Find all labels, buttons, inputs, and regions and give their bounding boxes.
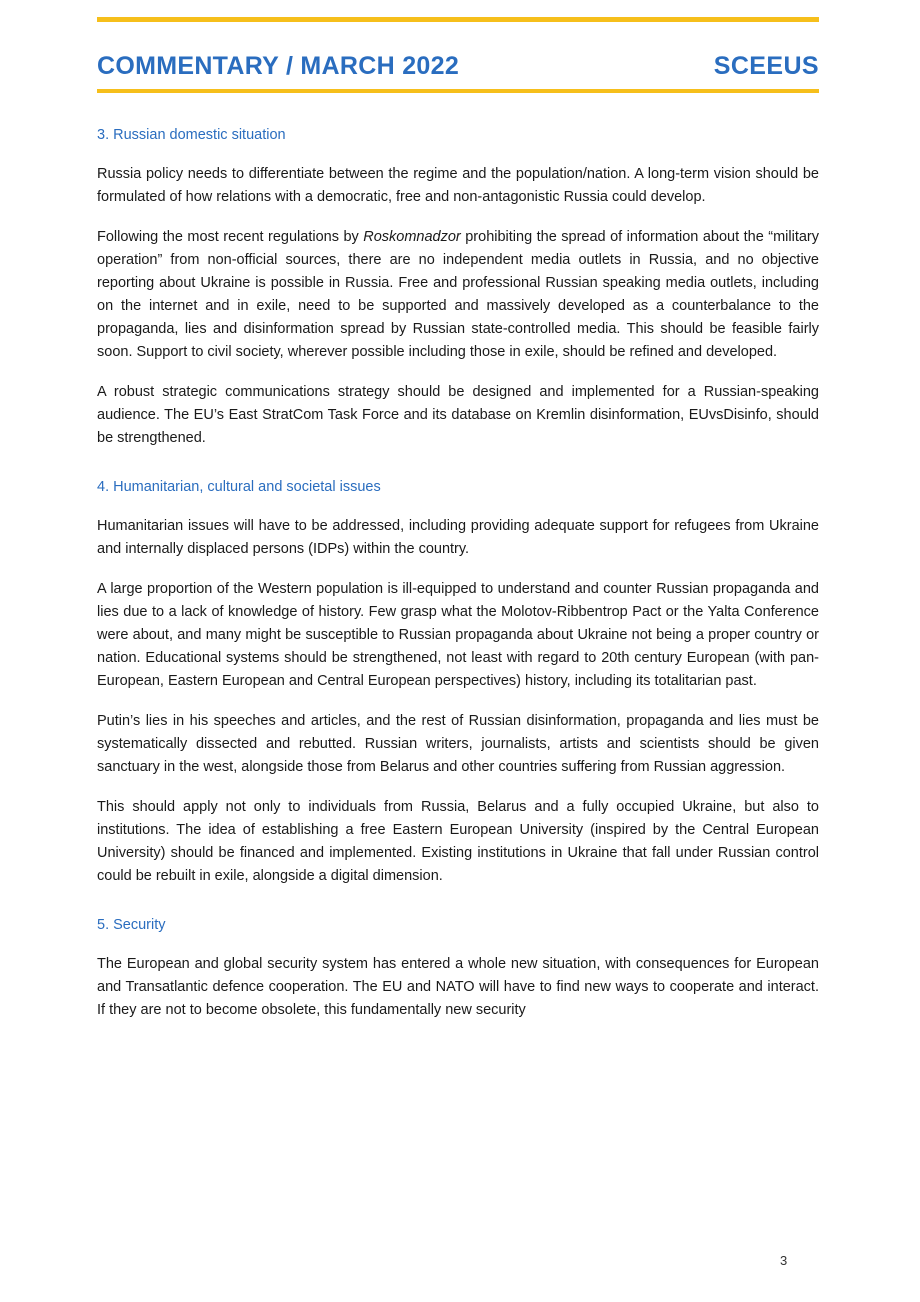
section-heading: 3. Russian domestic situation: [97, 127, 286, 143]
emphasis-roskomnadzor: Roskomnadzor: [363, 229, 461, 245]
document-body: [97, 125, 819, 1039]
section-security: [97, 915, 819, 1022]
paragraph: The European and global security system has entered a whole new situation, with consequences for European and Transatlantic defence cooperation. The EU and NATO will have to find new ways to cooperate and interact. If they are not to become obsolete, this fundamentally new security: [97, 956, 819, 1018]
paragraph: A robust strategic communications strategy should be designed and implemented for a Russian-speaking audience. The EU’s East StratCom Task Force and its database on Kremlin disinformation, EUvsDisinfo, should be strengthened.: [97, 384, 819, 446]
paragraph: Russia policy needs to differentiate between the regime and the population/nation. A long-term vision should be formulated of how relations with a democratic, free and non-antagonistic Russia could develop.: [97, 166, 819, 205]
header-title: COMMENTARY / MARCH 2022: [97, 52, 460, 80]
header-brand-logo: SCEEUS: [713, 52, 819, 80]
header-bottom-rule: [97, 89, 819, 93]
paragraph: This should apply not only to individuals from Russia, Belarus and a fully occupied Ukraine, but also to institutions. The idea of establishing a free Eastern European University (inspired by the Central European University) should be financed and implemented. Existing institutions in Ukraine that fall under Russian control could be rebuilt in exile, alongside a digital dimension.: [97, 799, 819, 884]
page-number: 3: [780, 1253, 788, 1268]
paragraph: Following the most recent regulations by Roskomnadzor prohibiting the spread of information about the “military operation” from non-official sources, there are no independent media outlets in Russia, and no objective reporting about Ukraine is possible in Russia. Free and professional Russian speaking media outlets, including on the internet and in exile, need to be supported and massively developed as a counterbalance to the propaganda, lies and disinformation spread by Russian state-controlled media. This should be feasible fairly soon. Support to civil society, wherever possible including those in exile, should be refined and developed.: [97, 229, 819, 360]
section-russian-domestic-situation: [97, 125, 819, 450]
page-header: [97, 24, 819, 86]
paragraph: Putin’s lies in his speeches and articles, and the rest of Russian disinformation, propaganda and lies must be systematically dissected and rebutted. Russian writers, journalists, artists and scientists should be given sanctuary in the west, alongside those from Belarus and other countries suffering from Russian aggression.: [97, 713, 819, 775]
paragraph: Humanitarian issues will have to be addressed, including providing adequate support for refugees from Ukraine and internally displaced persons (IDPs) within the country.: [97, 518, 819, 557]
section-humanitarian-cultural-societal: [97, 477, 819, 888]
section-heading: 5. Security: [97, 917, 166, 933]
header-top-rule: [97, 17, 819, 22]
section-heading: 4. Humanitarian, cultural and societal issues: [97, 479, 381, 495]
paragraph: A large proportion of the Western population is ill-equipped to understand and counter Russian propaganda and lies due to a lack of knowledge of history. Few grasp what the Molotov-Ribbentrop Pact or the Yalta Conference were about, and many might be susceptible to Russian propaganda about Ukraine not being a proper country or nation. Educational systems should be strengthened, not least with regard to 20th century European (with pan-European, Eastern European and Central European perspectives) history, including its totalitarian past.: [97, 581, 819, 689]
